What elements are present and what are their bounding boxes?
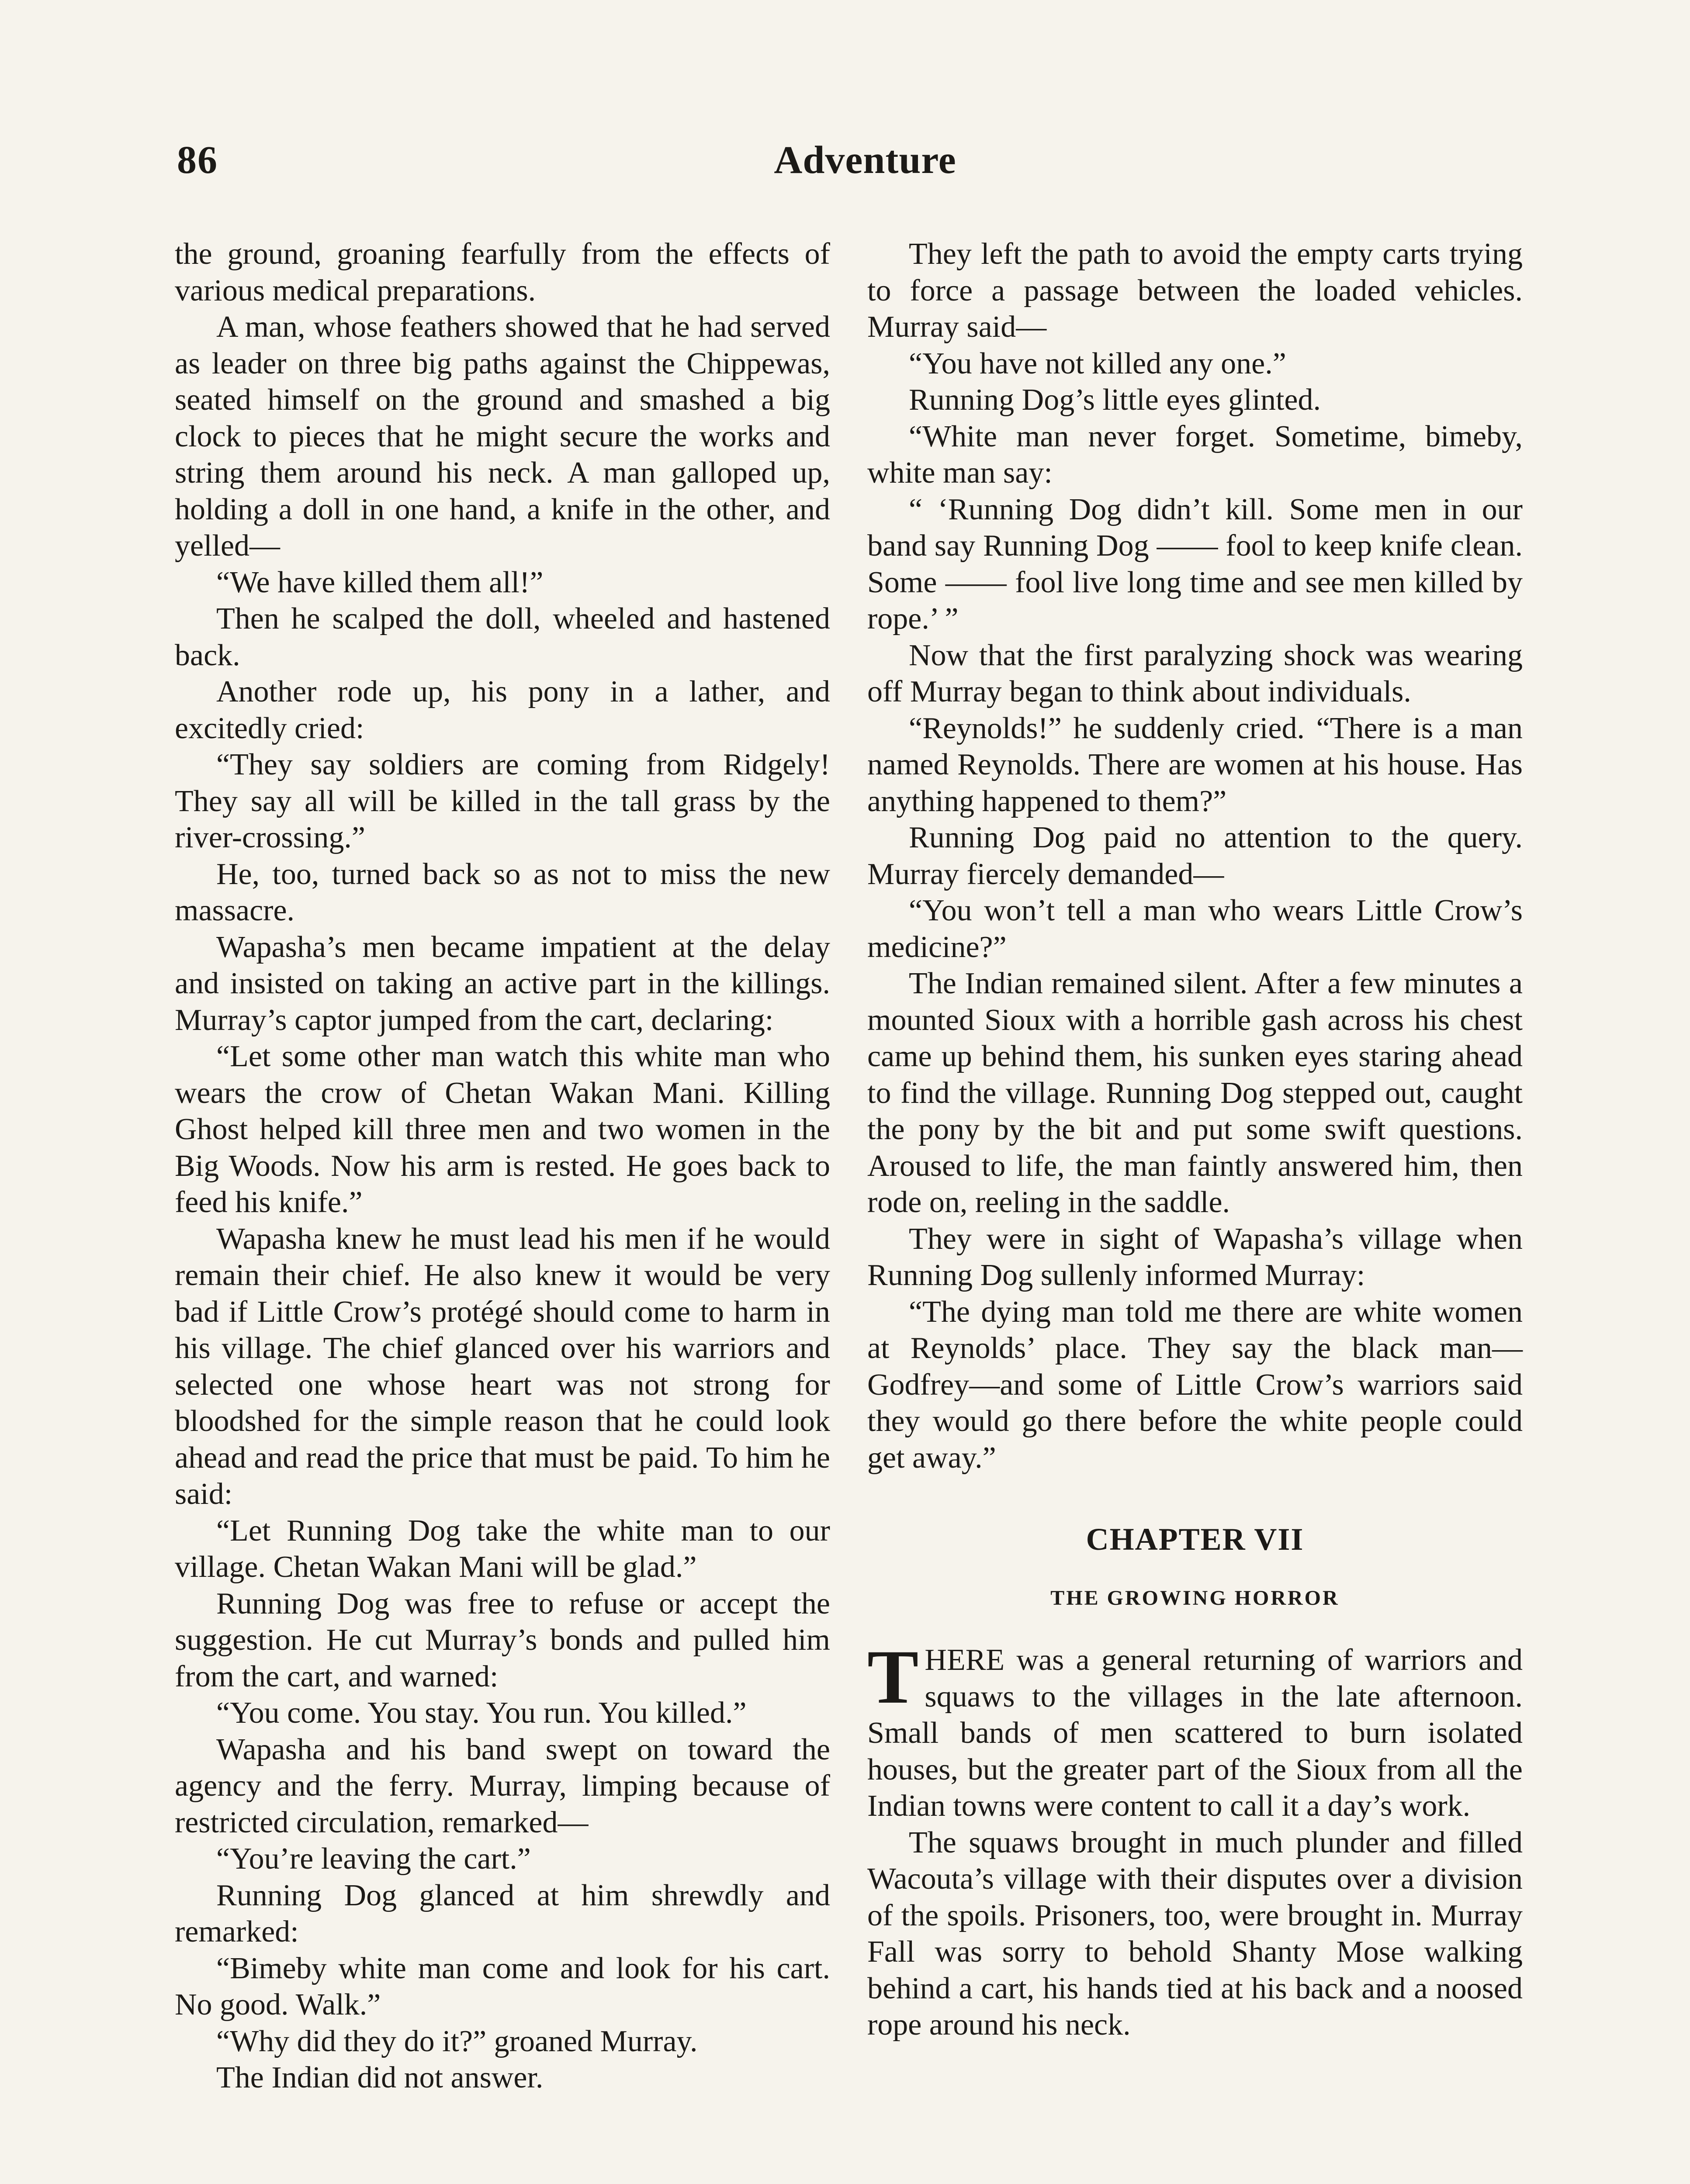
paragraph: Then he scalped the doll, wheeled and hastened back.: [175, 602, 830, 672]
paragraph: “Why did they do it?” groaned Murray.: [216, 2024, 698, 2058]
paragraph: They were in sight of Wapasha’s village when Running Dog sullenly informed Murray:: [867, 1222, 1523, 1292]
paragraph: Running Dog was free to refuse or accept the suggestion. He cut Murray’s bonds and pulled him from the cart, and warned:: [175, 1586, 830, 1693]
paragraph: The Indian did not answer.: [216, 2061, 544, 2094]
paragraph: The squaws brought in much plunder and filled Wacouta’s village with their disputes over a division of the spoils. Prisoners, too, were brought in. Murray Fall was sorry to behold Shanty Mose walking behind a cart, his hands tied at his back and a noosed rope around his neck.: [867, 1825, 1523, 2042]
paragraph: “Bimeby white man come and look for his cart. No good. Walk.”: [175, 1951, 830, 2022]
paragraph: He, too, turned back so as not to miss the new massacre.: [175, 857, 830, 927]
paragraph: “You won’t tell a man who wears Little Crow’s medicine?”: [867, 894, 1523, 964]
paragraph: Running Dog’s little eyes glinted.: [909, 383, 1321, 417]
right-column: [867, 236, 1523, 2043]
paragraph: Wapasha knew he must lead his men if he would remain their chief. He also knew it would be very bad if Little Crow’s protégé should come to harm in his village. The chief glanced over his warriors and selected one whose heart was not strong for bloodshed for the simple reason that he could look ahead and read the price that must be paid. To him he said:: [175, 1222, 830, 1511]
paragraph: Running Dog glanced at him shrewdly and remarked:: [175, 1878, 830, 1949]
paragraph: Another rode up, his pony in a lather, and excitedly cried:: [175, 675, 830, 745]
paragraph: “We have killed them all!”: [216, 565, 544, 599]
chapter-heading: CHAPTER VII: [1086, 1522, 1304, 1557]
paragraph: “Let some other man watch this white man who wears the crow of Chetan Wakan Mani. Killing Ghost helped kill three men and two women in the Big Woods. Now his arm is rested. He goes back to feed his knife.”: [175, 1040, 830, 1219]
running-head: Adventure: [774, 138, 956, 182]
paragraph: “White man never forget. Sometime, bimeby, white man say:: [867, 419, 1523, 490]
paragraph: “The dying man told me there are white women at Reynolds’ place. They say the black man—Godfrey—and some of Little Crow’s warriors said they would go there before the white people could get away.”: [867, 1295, 1523, 1475]
drop-cap: T: [867, 1635, 919, 1720]
chapter-opening-paragraph: [867, 1635, 1523, 1825]
paragraph: the ground, groaning fearfully from the effects of various medical preparations.: [175, 237, 830, 308]
paragraph: They left the path to avoid the empty carts trying to force a passage between the loaded vehicles. Murray said—: [867, 237, 1523, 344]
paragraph: “They say soldiers are coming from Ridgely! They say all will be killed in the tall grass by the river-crossing.”: [175, 748, 830, 854]
left-column: [175, 236, 830, 2096]
paragraph: Wapasha’s men became impatient at the delay and insisted on taking an active part in the killings. Murray’s captor jumped from the cart, declaring:: [175, 930, 830, 1037]
page-number: 86: [177, 138, 218, 182]
paragraph: “You come. You stay. You run. You killed.”: [216, 1696, 747, 1730]
chapter-subtitle: THE GROWING HORROR: [1050, 1586, 1340, 1610]
paragraph: “Reynolds!” he suddenly cried. “There is a man named Reynolds. There are women at his house. Has anything happened to them?”: [867, 711, 1523, 818]
paragraph: “Let Running Dog take the white man to our village. Chetan Wakan Mani will be glad.”: [175, 1514, 830, 1584]
paragraph: Wapasha and his band swept on toward the agency and the ferry. Murray, limping because of restricted circulation, remarked—: [175, 1732, 830, 1839]
paragraph: “You’re leaving the cart.”: [216, 1842, 531, 1876]
paragraph: The Indian remained silent. After a few minutes a mounted Sioux with a horrible gash across his chest came up behind them, his sunken eyes staring ahead to find the village. Running Dog stepped out, caught the pony by the bit and put some swift questions. Aroused to life, the man faintly answered him, then rode on, reeling in the saddle.: [867, 967, 1523, 1219]
paragraph: A man, whose feathers showed that he had served as leader on three big paths against the Chippewas, seated himself on the ground and smashed a big clock to pieces that he might secure the works and string them around his neck. A man galloped up, holding a doll in one hand, a knife in the other, and yelled—: [175, 310, 830, 563]
opening-text: HERE was a general returning of warriors and squaws to the villages in the late afternoon. Small bands of men scattered to burn isolated houses, but the greater part of the Sioux from all the Indian towns were content to call it a day’s work.: [867, 1643, 1523, 1823]
paragraph: “ ‘Running Dog didn’t kill. Some men in our band say Running Dog —— fool to keep knife clean. Some —— fool live long time and see men killed by rope.’ ”: [867, 492, 1523, 636]
paragraph: Running Dog paid no attention to the query. Murray fiercely demanded—: [867, 821, 1523, 891]
paragraph: “You have not killed any one.”: [909, 346, 1286, 380]
paragraph: Now that the first paralyzing shock was wearing off Murray began to think about individuals.: [867, 638, 1523, 708]
